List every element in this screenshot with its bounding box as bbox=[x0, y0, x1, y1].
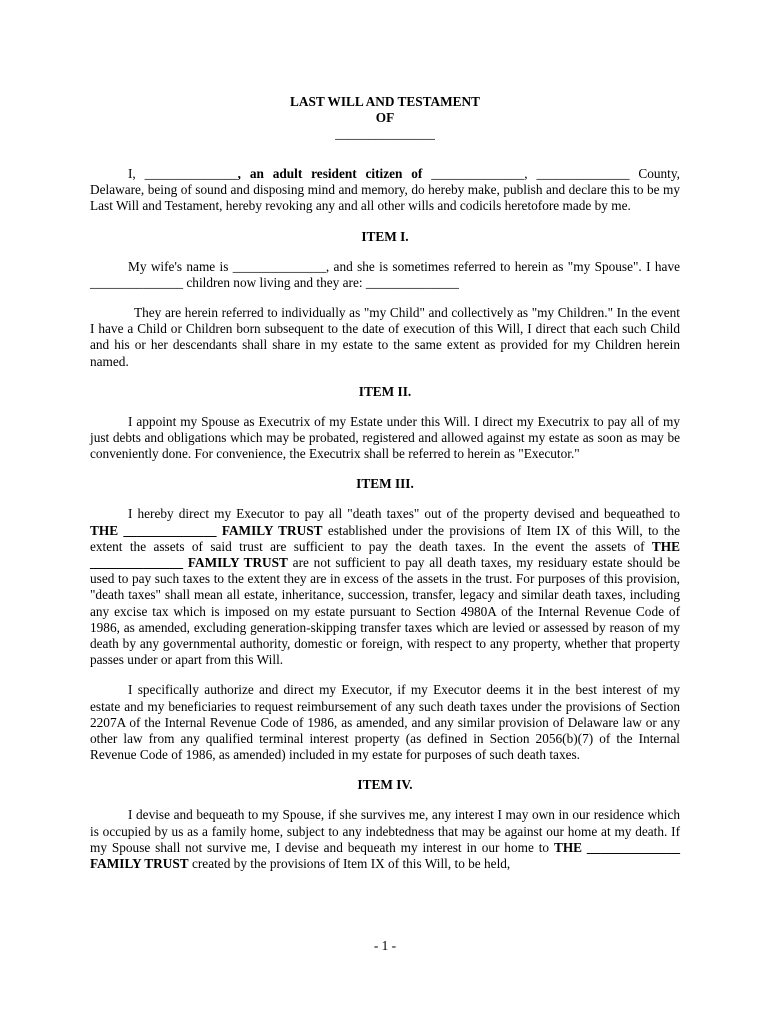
document-title: LAST WILL AND TESTAMENT bbox=[289, 94, 481, 109]
item-2-heading: ITEM II. bbox=[358, 383, 412, 399]
item-4-heading: ITEM IV. bbox=[357, 777, 413, 793]
county-blank: ______________ bbox=[536, 166, 630, 181]
state-blank: ______________ bbox=[431, 166, 525, 181]
testator-name-blank: _______________ bbox=[335, 126, 435, 141]
document-title-of: OF bbox=[375, 110, 395, 125]
children-count-blank: ______________ bbox=[90, 274, 184, 290]
children-names-blank: ______________ bbox=[365, 274, 459, 290]
item-4-paragraph-1: I devise and bequeath to my Spouse, if she survives me, any interest I may own in our residence which is occupied by us as a family home, subject to any indebtedness that may be against our home at my death. If my Spouse shall not survive me, I devise and bequeath my interest in our home to THE ______________ FAMILY TRUST created by the provisions of Item IX of this Will, to be held, bbox=[90, 807, 680, 872]
item-1-paragraph-2: They are herein referred to individually as "my Child" and collectively as "my Children." In the event I have a Child or Children born subsequent to the date of execution of this Will, I direct that each such Child and his or her descendants shall share in my estate to the same extent as provided for my Children herein named. bbox=[90, 305, 680, 369]
item-3-paragraph-2: I specifically authorize and direct my Executor, if my Executor deems it in the best interest of my estate and my beneficiaries to request reimbursement of any such death taxes under the provisions of Section 2207A of the Internal Revenue Code of 1986, as amended, and any similar provision of Delaware law or any other law from any qualified terminal interest property (as defined in Section 2056(b)(7) of the Internal Revenue Code of 1986, as amended) included in my estate for purposes of such death taxes. bbox=[90, 682, 680, 763]
item-3-heading: ITEM III. bbox=[356, 476, 414, 492]
family-trust-name: THE ______________ FAMILY TRUST bbox=[90, 522, 323, 538]
item-1-paragraph-1: My wife's name is ______________, and she is sometimes referred to herein as "my Spouse". I have ______________ children now living and they are: ______________ bbox=[90, 258, 680, 290]
family-trust-name-3: THE ______________ FAMILY TRUST bbox=[90, 839, 680, 872]
name-blank: ______________ bbox=[144, 166, 238, 181]
page-number: - 1 - bbox=[373, 938, 397, 953]
intro-paragraph: I, ______________, an adult resident citizen of ______________, ______________ County, Delaware, being of sound and disposing mind and memory, do hereby make, publish and declare this to be my Last Will and Testament, hereby revoking any and all other wills and codicils heretofore made by me. bbox=[90, 166, 680, 214]
item-3-paragraph-1: I hereby direct my Executor to pay all "death taxes" out of the property devised and bequeathed to THE ______________ FAMILY TRUST established under the provisions of Item IX of this Will, to the extent the assets of said trust are sufficient to pay the death taxes. In the event the assets of THE ______________ FAMILY TRUST are not sufficient to pay all death taxes, my residuary estate should be used to pay such taxes to the extent they are in excess of the assets in the trust. For purposes of this provision, "death taxes" shall mean all estate, inheritance, succession, transfer, legacy and similar death taxes, including any excise tax which is imposed on my estate pursuant to Section 4980A of the Internal Revenue Code of 1986, as amended, excluding generation-skipping transfer taxes which are levied or assessed by reason of my death by any governmental authority, domestic or foreign, with respect to any property, whether that property passes under or apart from this Will. bbox=[90, 506, 681, 668]
item-2-paragraph-1: I appoint my Spouse as Executrix of my Estate under this Will. I direct my Executrix to pay all of my just debts and obligations which may be probated, registered and allowed against my estate as soon as may be conveniently done. For convenience, the Executrix shall be referred to herein as "Executor." bbox=[90, 413, 680, 462]
wife-name-blank: ______________ bbox=[232, 258, 326, 274]
family-trust-name-2: THE ______________ FAMILY TRUST bbox=[90, 538, 680, 571]
item-1-heading: ITEM I. bbox=[361, 228, 409, 244]
